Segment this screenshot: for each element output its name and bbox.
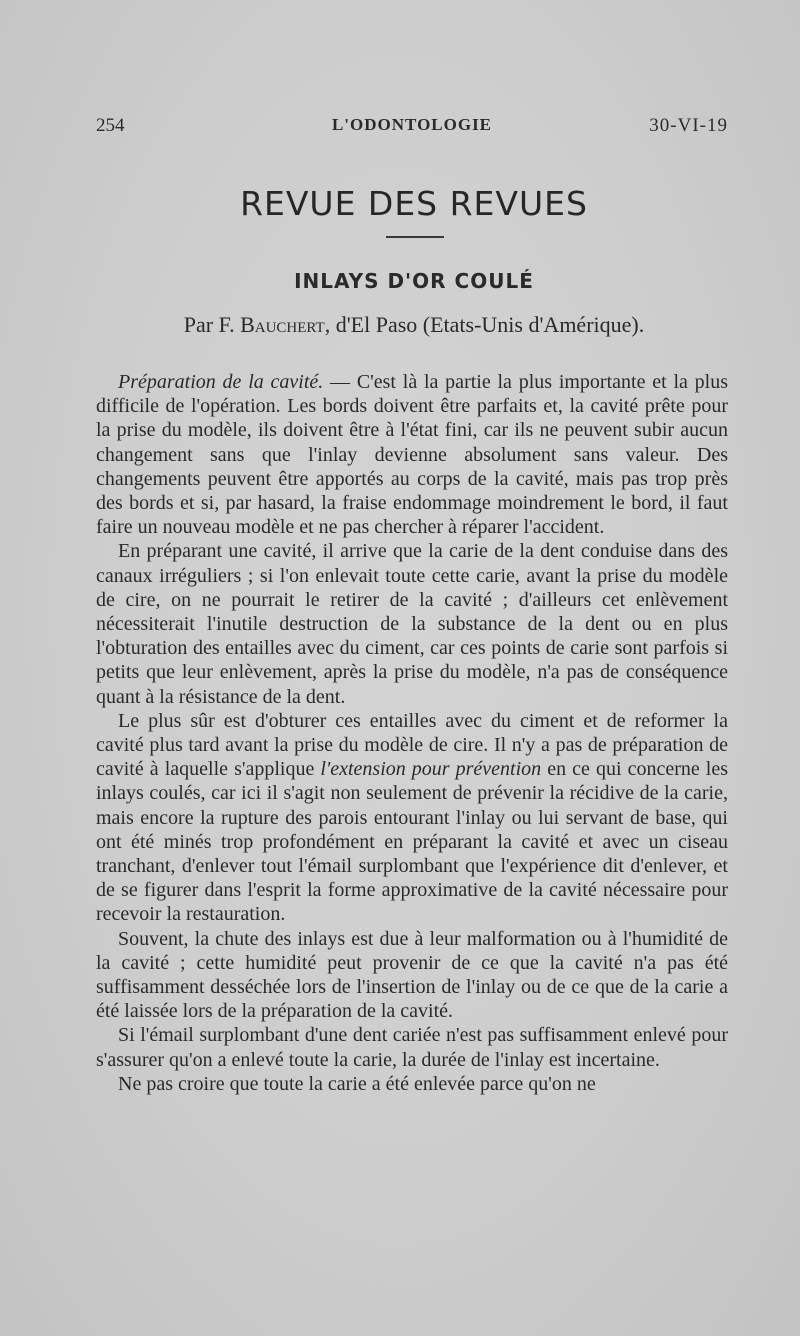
title-rule (386, 236, 444, 238)
paragraph: En préparant une cavité, il arrive que la carie de la dent conduise dans des canaux irréguliers ; si l'on enlevait toute cette carie, avant la prise du modèle de cire, on ne pourrait le retirer de la cavité ; d'ailleurs cet enlèvement nécessiterait l'inutile destruction de la substance de la dent ou en plus l'obturation des entailles avec du ciment, car ces points de carie sont parfois si petits que leur enlèvement, après la prise du modèle, n'a pas de conséquence quant à la résistance de la dent. (96, 540, 728, 708)
byline (0, 312, 800, 338)
issue-date: 30-VI-19 (649, 115, 728, 136)
paragraph-text: — C'est là la partie la plus importante et la plus difficile de l'opération. Les bords doivent être parfaits et, la cavité prête pour la prise du modèle, ils doivent être à l'état fini, car ils ne peuvent subir aucun changement sans que l'inlay devienne absolument sans valeur. Des changements peuvent être apportés au corps de la cavité, mais pas trop près des bords et si, par hasard, la fraise endommage moindrement le bord, il faut faire un nouveau modèle et ne pas chercher à réparer l'accident. (96, 371, 728, 539)
article-title: INLAYS D'OR COULÉ (294, 269, 534, 293)
paragraph: Si l'émail surplombant d'une dent cariée n'est pas suffisamment enlevé pour s'assurer qu'on a enlevé toute la carie, la durée de l'inlay est incertaine. (96, 1024, 728, 1071)
running-header (96, 115, 728, 145)
section-title: REVUE DES REVUES (240, 184, 588, 223)
page-number: 254 (96, 115, 125, 136)
paragraph: Souvent, la chute des inlays est due à leur malformation ou à l'humidité de la cavité ; cette humidité peut provenir de ce que la cavité n'a pas été suffisamment desséchée lors de l'insertion de l'inlay ou de ce que de la carie a été laissée lors de la préparation de la cavité. (96, 927, 728, 1023)
paragraph-text: Le plus sûr est d'obturer ces entailles avec du ciment et de reformer la cavité plus tard avant la prise du modèle de cire. Il n'y a pas de préparation de cavité à laquelle s'applique (96, 709, 728, 781)
paragraph-text: en ce qui concerne les inlays coulés, car ici il s'agit non seulement de prévenir la récidive de la carie, mais encore la rupture des parois entourant l'inlay ou lui servant de base, qui ont été minés trop profondément en préparant la cavité et avec un ciseau tranchant, d'enlever tout l'émail surplombant que l'expérience dit d'enlever, et de se figurer dans l'esprit la forme approximative de la cavité nécessaire pour recevoir la restauration. (96, 758, 728, 926)
paragraph: Ne pas croire que toute la carie a été enlevée parce qu'on ne (118, 1072, 596, 1095)
paragraph (96, 370, 728, 539)
author-name: Bauchert (240, 312, 325, 337)
paragraph (96, 709, 728, 927)
journal-title: L'ODONTOLOGIE (331, 115, 493, 134)
article-body (96, 370, 728, 1096)
emphasis-text: l'extension pour prévention (320, 758, 542, 781)
paragraph-heading: Préparation de la cavité. (118, 371, 324, 393)
byline-prefix: Par F. (183, 312, 241, 337)
byline-suffix: , d'El Paso (Etats-Unis d'Amérique). (324, 312, 645, 337)
